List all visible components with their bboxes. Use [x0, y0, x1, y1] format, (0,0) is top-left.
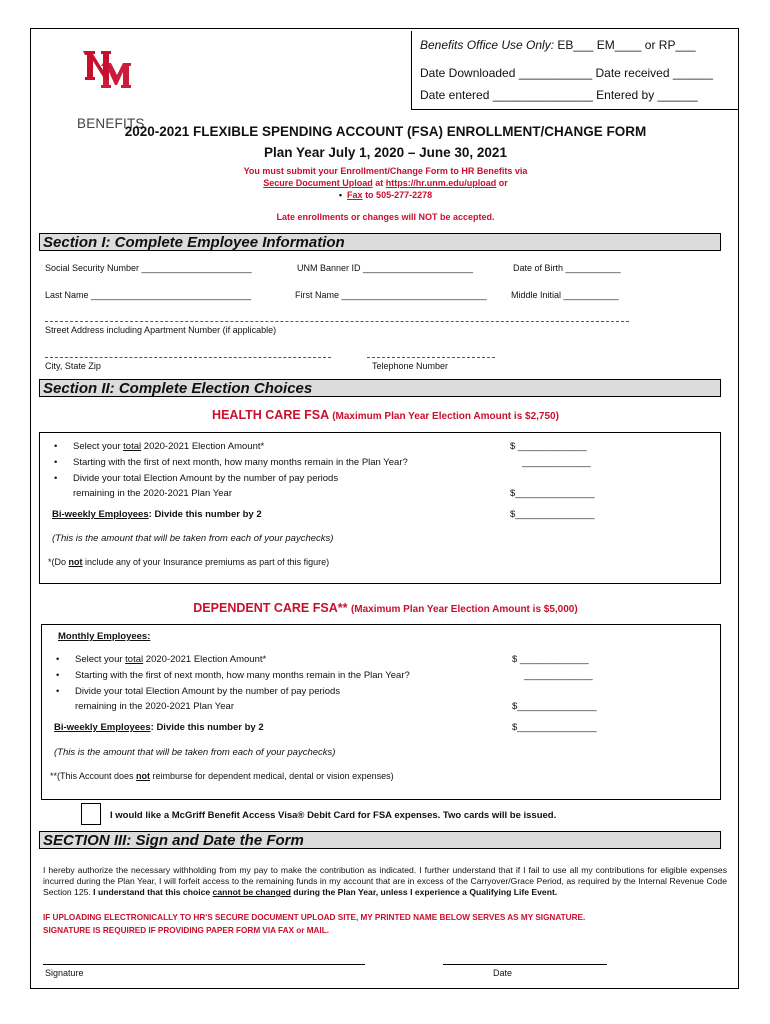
debit-card-label: I would like a McGriff Benefit Access Visa® Debit Card for FSA expenses. Two cards will be issued. [110, 810, 557, 821]
street-address-label: Street Address including Apartment Number (if applicable) [45, 325, 277, 335]
dependent-amount-4[interactable]: $_______________ [512, 722, 597, 733]
health-item-2: • Starting with the first of next month, how many months remain in the Plan Year? [73, 457, 408, 468]
last-name-field[interactable]: Last Name ________________________________ [45, 290, 252, 300]
dependent-item-3: • Divide your total Election Amount by the number of pay periods [75, 686, 340, 697]
dependent-monthly-label: Monthly Employees: [58, 631, 151, 642]
late-notice: Late enrollments or changes will NOT be accepted. [276, 212, 495, 222]
date-label: Date [493, 968, 513, 978]
upload-line: Secure Document Upload at https://hr.unm.edu/upload or [263, 178, 508, 188]
health-fsa-title: HEALTH CARE FSA (Maximum Plan Year Election Amount is $2,750) [212, 408, 559, 422]
form-title: 2020-2021 FLEXIBLE SPENDING ACCOUNT (FSA) ENROLLMENT/CHANGE FORM [124, 124, 647, 139]
street-address-line[interactable] [45, 321, 629, 322]
health-amount-1[interactable]: $ _____________ [510, 441, 587, 452]
upload-url-link[interactable]: https://hr.unm.edu/upload [385, 178, 497, 188]
submit-line: You must submit your Enrollment/Change Form to HR Benefits via [243, 166, 528, 176]
fax-signature-notice: SIGNATURE IS REQUIRED IF PROVIDING PAPER FORM VIA FAX or MAIL. [43, 926, 329, 935]
office-use-box [411, 31, 739, 110]
plan-year: Plan Year July 1, 2020 – June 30, 2021 [264, 145, 507, 160]
middle-initial-field[interactable]: Middle Initial ___________ [511, 290, 619, 300]
section-2-heading: Section II: Complete Election Choices [39, 379, 721, 397]
fax-link[interactable]: Fax [347, 190, 363, 200]
first-name-field[interactable]: First Name _____________________________ [295, 290, 487, 300]
date-line[interactable] [443, 964, 607, 965]
signature-label: Signature [45, 968, 84, 978]
health-paycheck-note: (This is the amount that will be taken from each of your paychecks) [52, 533, 334, 544]
dob-field[interactable]: Date of Birth ___________ [513, 263, 621, 273]
dependent-footnote: **(This Account does not reimburse for dependent medical, dental or vision expenses) [50, 771, 394, 781]
office-use-line-2: Date Downloaded ___________ Date received ______ [420, 66, 713, 80]
health-item-3: • Divide your total Election Amount by the number of pay periods [73, 473, 338, 484]
dependent-fsa-title: DEPENDENT CARE FSA** (Maximum Plan Year Election Amount is $5,000) [193, 601, 578, 615]
telephone-label: Telephone Number [372, 361, 449, 371]
upload-link[interactable]: Secure Document Upload [263, 178, 373, 188]
dependent-fsa-box [41, 624, 721, 800]
section-1-heading: Section I: Complete Employee Information [39, 233, 721, 251]
office-use-line-3: Date entered _______________ Entered by ______ [420, 88, 698, 102]
dependent-amount-2[interactable]: _____________ [524, 670, 593, 681]
health-fsa-box [39, 432, 721, 584]
city-state-zip-line[interactable] [45, 357, 331, 358]
telephone-line[interactable] [367, 357, 495, 358]
logo-benefits-text: BENEFITS [77, 116, 145, 131]
health-amount-2[interactable]: _____________ [522, 457, 591, 468]
section-3-heading: SECTION III: Sign and Date the Form [39, 831, 721, 849]
health-item-3-cont: remaining in the 2020-2021 Plan Year [73, 488, 232, 499]
authorization-text: I hereby authorize the necessary withholding from my pay to make the contribution as indicated. I further understand that if I fail to use all my contributions for eligible expenses incurred during the Plan Year, I will forfeit access to the remaining funds in my account that are in excess of the Carryover/Grace Period, as required by the Internal Revenue Code Section 125. I understand that this choice cannot be changed during the Plan Year, unless I experience a Qualifying Life Event. [43, 865, 727, 897]
city-state-zip-label: City, State Zip [45, 361, 101, 371]
unm-logo-icon [81, 49, 131, 89]
banner-id-field[interactable]: UNM Banner ID ______________________ [297, 263, 474, 273]
health-amount-3[interactable]: $_______________ [510, 488, 595, 499]
dependent-item-2: • Starting with the first of next month, how many months remain in the Plan Year? [75, 670, 410, 681]
dependent-item-3-cont: remaining in the 2020-2021 Plan Year [75, 701, 234, 712]
fax-line: • Fax to 505-277-2278 [338, 190, 433, 200]
dependent-item-1: • Select your total 2020-2021 Election Amount* [75, 654, 266, 665]
health-footnote: *(Do not include any of your Insurance premiums as part of this figure) [48, 557, 330, 567]
signature-line[interactable] [43, 964, 365, 965]
dependent-amount-3[interactable]: $_______________ [512, 701, 597, 712]
form-page [30, 28, 739, 989]
health-amount-4[interactable]: $_______________ [510, 509, 595, 520]
debit-card-checkbox[interactable] [81, 803, 101, 825]
dependent-paycheck-note: (This is the amount that will be taken from each of your paychecks) [54, 747, 336, 758]
health-item-1: • Select your total 2020-2021 Election Amount* [73, 441, 264, 452]
dependent-biweekly: Bi-weekly Employees: Divide this number by 2 [54, 722, 264, 733]
dependent-amount-1[interactable]: $ _____________ [512, 654, 589, 665]
health-biweekly: Bi-weekly Employees: Divide this number by 2 [52, 509, 262, 520]
upload-signature-notice: IF UPLOADING ELECTRONICALLY TO HR'S SECURE DOCUMENT UPLOAD SITE, MY PRINTED NAME BELOW SERVES AS MY SIGNATURE. [43, 913, 586, 922]
ssn-field[interactable]: Social Security Number ______________________ [45, 263, 252, 273]
office-use-line-1: Benefits Office Use Only: EB___ EM____ or RP___ [420, 38, 696, 52]
